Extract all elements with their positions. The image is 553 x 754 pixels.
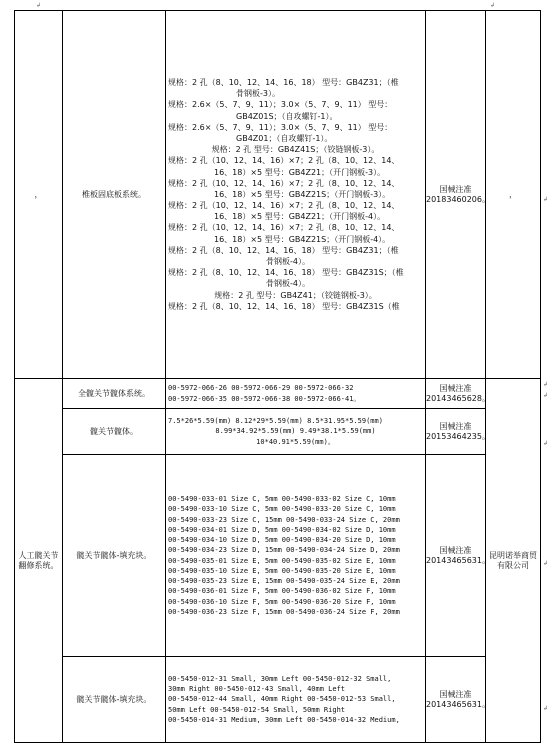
category-cell: ， bbox=[15, 11, 63, 379]
margin-mark-right-3: ↲ bbox=[543, 392, 549, 399]
registration-code: 20183460206。 bbox=[426, 194, 490, 204]
spec-line: 骨钢板-3）。 bbox=[236, 89, 280, 99]
margin-mark-right-4: ↲ bbox=[543, 440, 549, 447]
spec-line: 规格：2 孔（10、12、14、16）×7；2 孔（8、10、12、14、 bbox=[168, 178, 400, 188]
registration-number bbox=[426, 657, 490, 743]
code-cell bbox=[166, 455, 426, 657]
margin-mark-right-5: ↲ bbox=[543, 560, 549, 567]
system-name: 髋关节髋体-填充块。 bbox=[63, 657, 166, 743]
registration-prefix: 国械注准 bbox=[439, 690, 472, 700]
code-line: 00-5490-033-10 Size C, 5mm 00-5490-033-20 Size C, 10mm bbox=[168, 505, 396, 514]
table-row bbox=[15, 657, 541, 743]
spec-line: 规格：2 孔 型号：GB4Z41；（铰链钢板-3）。 bbox=[214, 290, 377, 300]
code-line: 10*40.91*5.59(mm)。 bbox=[256, 437, 335, 446]
spec-line: 规格：2 孔（10、12、14、16）×7；2 孔（8、10、12、14、 bbox=[168, 156, 400, 166]
code-cell bbox=[166, 657, 426, 743]
spec-line: 规格：2 孔（8、10、12、14、16、18） 型号：GB4Z31S；（椎 bbox=[168, 268, 404, 278]
spec-line: 骨钢板-4）。 bbox=[266, 257, 310, 267]
registration-number bbox=[426, 409, 490, 455]
spec-line: 规格：2.6×（5、7、9、11）；3.0×（5、7、9、11） 型号： bbox=[168, 100, 393, 110]
code-line: 8.99*34.92*5.59(mm) 9.49*38.1*5.59(mm) bbox=[215, 427, 376, 436]
code-line: 00-5972-066-26 00-5972-066-29 00-5972-066-32 bbox=[168, 384, 354, 393]
spec-line: GB4Z01S；（自攻螺钉-1）。 bbox=[236, 111, 338, 121]
margin-mark-right-6: ↲ bbox=[543, 705, 549, 712]
company-name: 昆明诺举商贸有限公司 bbox=[486, 379, 541, 743]
spec-line: GB4Z01；（自攻螺钉-1）。 bbox=[236, 133, 333, 143]
company-cell: ， bbox=[486, 11, 541, 379]
table-row bbox=[15, 409, 541, 455]
margin-mark-right-2: ↲ bbox=[543, 381, 549, 388]
system-name: 髋关节髋体。 bbox=[63, 409, 166, 455]
spec-line: 规格：2.6×（5、7、9、11）；3.0×（5、7、9、11） 型号： bbox=[168, 122, 393, 132]
system-name: 髋关节髋体-填充块。 bbox=[63, 455, 166, 657]
table-row bbox=[15, 379, 541, 409]
registration-prefix: 国械注准 bbox=[439, 546, 472, 556]
code-line: 00-5490-036-23 Size F, 15mm 00-5490-036-24 Size F, 20mm bbox=[168, 607, 400, 616]
margin-mark-top-left: ↲ bbox=[36, 2, 42, 9]
system-name: 椎板固底板系统。 bbox=[63, 11, 166, 379]
table-row bbox=[15, 11, 541, 379]
code-line: 00-5490-034-01 Size D, 5mm 00-5490-034-02 Size D, 10mm bbox=[168, 525, 396, 534]
code-line: 30mm Right 00-5450-012-43 Small, 40mm Left bbox=[168, 685, 346, 694]
code-line: 00-5450-012-31 Small, 30mm Left 00-5450-012-32 Small, bbox=[168, 674, 392, 683]
registration-prefix: 国械注准 bbox=[439, 185, 472, 195]
code-cell bbox=[166, 409, 426, 455]
code-line: 00-5490-035-01 Size E, 5mm 00-5490-035-02 Size E, 10mm bbox=[168, 556, 396, 565]
table-row bbox=[15, 455, 541, 657]
code-line: 00-5450-014-31 Medium, 30mm Left 00-5450-014-32 Medium, bbox=[168, 715, 400, 724]
code-line: 00-5490-034-23 Size D, 15mm 00-5490-034-24 Size D, 20mm bbox=[168, 546, 400, 555]
spec-line: 16、18）×5 型号：GB4Z21S；（开门钢板-3）。 bbox=[214, 189, 391, 199]
code-line: 00-5450-012-44 Small, 40mm Right 00-5450-012-53 Small, bbox=[168, 695, 396, 704]
spec-line: 规格：2 孔 型号：GB4Z41S；（铰链钢板-3）。 bbox=[211, 145, 380, 155]
spec-line: 规格：2 孔（10、12、14、16）×7；2 孔（8、10、12、14、 bbox=[168, 223, 400, 233]
registration-number bbox=[426, 379, 490, 409]
spec-line: 规格：2 孔（8、10、12、14、16、18） 型号：GB4Z31；（椎 bbox=[168, 245, 399, 255]
spec-line: 规格：2 孔（8、10、12、14、16、18） 型号：GB4Z31S（椎 bbox=[168, 301, 400, 311]
code-line: 00-5490-033-01 Size C, 5mm 00-5490-033-02 Size C, 10mm bbox=[168, 495, 396, 503]
code-line: 00-5490-033-23 Size C, 15mm 00-5490-033-24 Size C, 20mm bbox=[168, 515, 400, 524]
margin-mark-top-right: ↲ bbox=[490, 2, 496, 9]
code-line: 00-5490-036-01 Size F, 5mm 00-5490-036-02 Size F, 10mm bbox=[168, 587, 396, 596]
spec-line: 16、18）×5 型号：GB4Z21；（开门钢板-3）。 bbox=[214, 167, 386, 177]
product-table bbox=[14, 10, 541, 743]
spec-line: 16、18）×5 型号：GB4Z21；（开门钢板-4）。 bbox=[214, 212, 386, 222]
registration-code: 20143465631。 bbox=[426, 555, 490, 565]
spec-line: 骨钢板-4）。 bbox=[266, 279, 310, 289]
registration-number bbox=[426, 11, 490, 379]
registration-code: 20153464235。 bbox=[426, 431, 490, 441]
margin-mark-right-1: ↲ bbox=[543, 196, 549, 203]
spec-line: 规格：2 孔（10、12、14、16）×7；2 孔（8、10、12、14、 bbox=[168, 201, 400, 211]
spec-line: 规格：2 孔（8、10、12、14、16、18） 型号：GB4Z31；（椎 bbox=[168, 78, 399, 88]
code-line: 00-5490-036-10 Size F, 5mm 00-5490-036-20 Size F, 10mm bbox=[168, 597, 396, 606]
code-line: 00-5490-035-23 Size E, 15mm 00-5490-035-24 Size E, 20mm bbox=[168, 577, 400, 585]
registration-code: 20143465631。 bbox=[426, 699, 490, 709]
code-cell bbox=[166, 379, 426, 409]
code-line: 00-5972-066-35 00-5972-066-38 00-5972-066-41。 bbox=[168, 394, 361, 403]
spec-line: 16、18）×5 型号：GB4Z21S；（开门钢板-4）。 bbox=[214, 234, 391, 244]
registration-prefix: 国械注准 bbox=[439, 384, 472, 394]
code-line: 7.5*26*5.59(mm) 8.12*29*5.59(mm) 8.5*31.95*5.59(mm) bbox=[168, 417, 383, 426]
system-name: 全髋关节髋体系统。 bbox=[63, 379, 166, 409]
code-line: 50mm Left 00-5450-012-54 Small, 50mm Right bbox=[168, 705, 346, 714]
code-line: 00-5490-034-10 Size D, 5mm 00-5490-034-20 Size D, 10mm bbox=[168, 536, 396, 544]
code-line: 00-5490-035-10 Size E, 5mm 00-5490-035-20 Size E, 10mm bbox=[168, 566, 396, 575]
registration-number bbox=[426, 455, 490, 657]
spec-cell bbox=[166, 11, 426, 379]
registration-code: 20143465628。 bbox=[426, 393, 490, 403]
registration-prefix: 国械注准 bbox=[439, 422, 472, 432]
category-name: 人工髋关节翻修系统。 bbox=[15, 379, 63, 743]
